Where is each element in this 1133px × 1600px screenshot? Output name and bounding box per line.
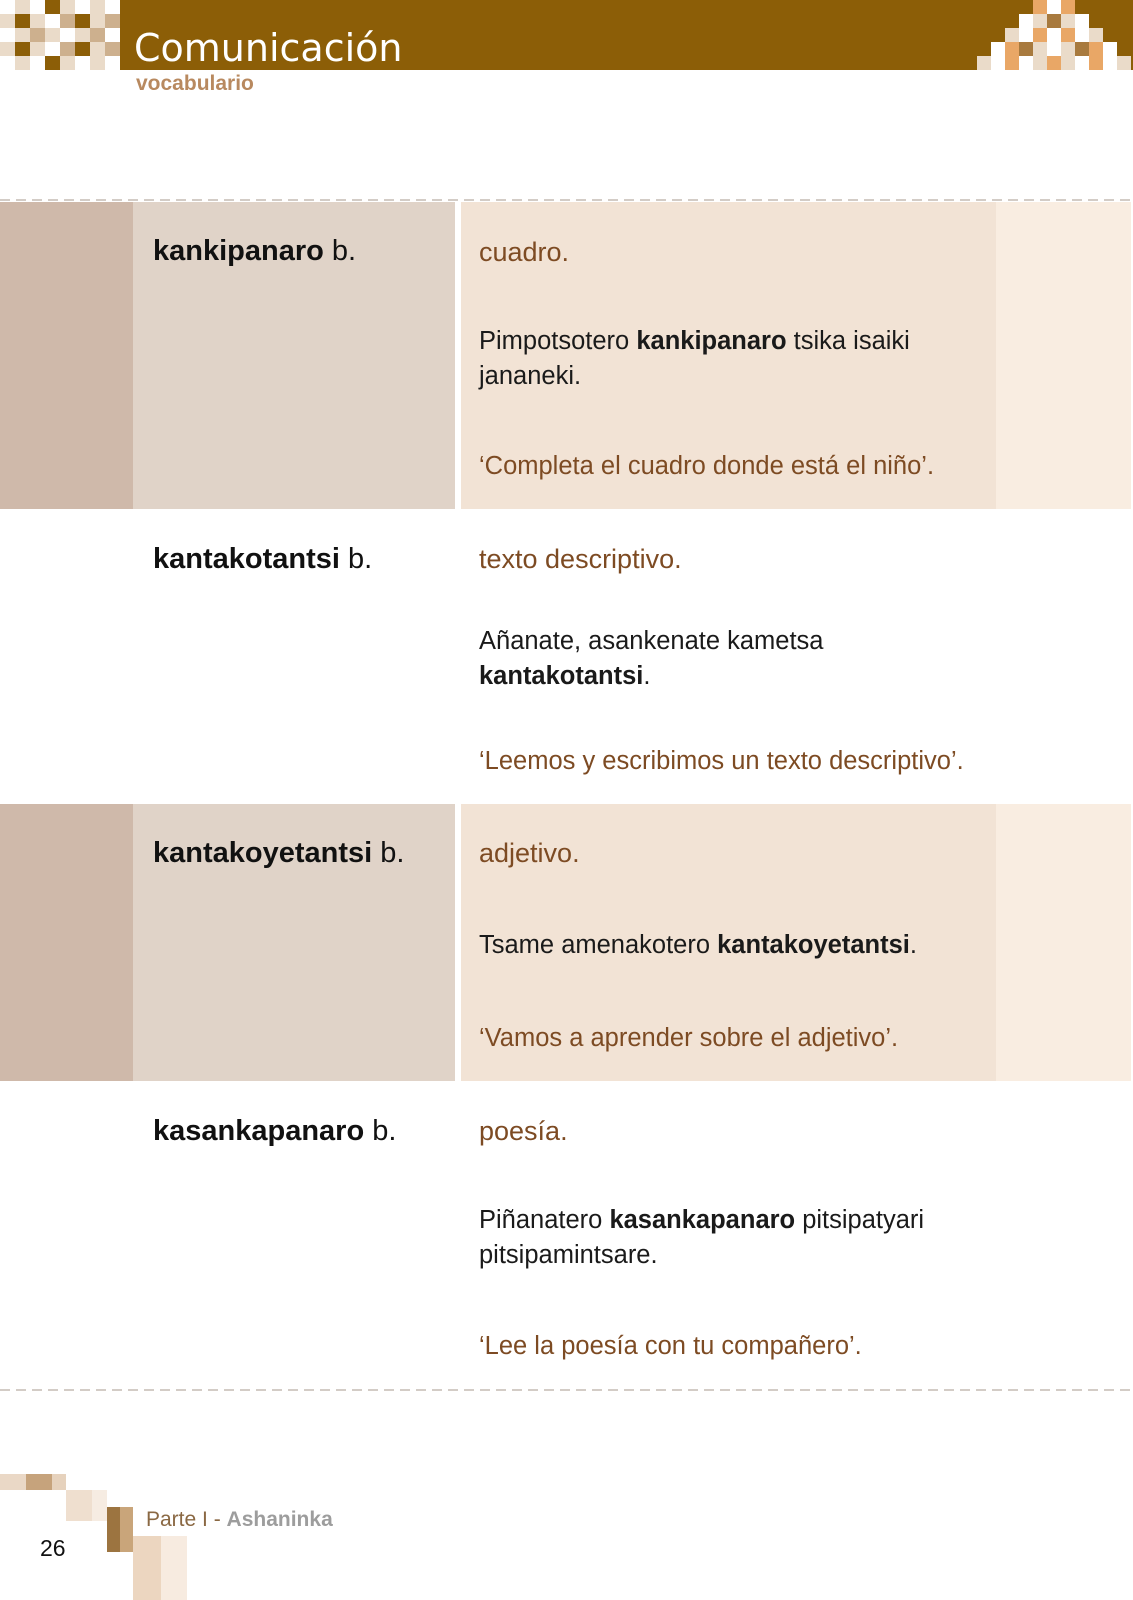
entry-translation: ‘Lee la poesía con tu compañero’. [479, 1332, 862, 1360]
entry-definition: poesía. [479, 1116, 568, 1146]
page-number: 26 [40, 1535, 66, 1561]
entry-part-of-speech: b. [348, 543, 373, 575]
entry-band-1 [0, 202, 133, 509]
example-text-after: pitsipatyari pitsipamintsare. [479, 1206, 925, 1269]
footer-tile [120, 1507, 133, 1552]
pattern-tile [1047, 0, 1061, 14]
pattern-tile [1047, 28, 1061, 42]
pattern-tile [15, 0, 30, 14]
pattern-tile [60, 0, 75, 14]
entry-definition: adjetivo. [479, 838, 580, 868]
pattern-tile [105, 42, 120, 56]
footer-tile [0, 1474, 26, 1490]
pattern-tile [1089, 42, 1103, 56]
example-headword: kasankapanaro [609, 1206, 796, 1234]
pattern-tile [75, 56, 90, 70]
pattern-tile [1019, 28, 1033, 42]
pattern-tile [15, 28, 30, 42]
pattern-tile [0, 28, 15, 42]
pattern-tile [1033, 56, 1047, 70]
pattern-tile [60, 14, 75, 28]
entry-headword: kasankapanaro [153, 1115, 365, 1147]
pattern-tile [1005, 28, 1019, 42]
pattern-tile [1117, 56, 1131, 70]
pattern-tile [30, 56, 45, 70]
entry-part-of-speech: b. [372, 1115, 397, 1147]
pattern-tile [1103, 56, 1117, 70]
pattern-tile [1061, 14, 1075, 28]
pattern-tile [1061, 56, 1075, 70]
pattern-tile [105, 28, 120, 42]
section-subtitle: vocabulario [136, 72, 254, 95]
entry-part-of-speech: b. [380, 837, 405, 869]
pattern-tile [1089, 56, 1103, 70]
entry-example [479, 624, 959, 694]
pattern-tile [90, 0, 105, 14]
header-pattern-left [0, 0, 120, 70]
footer-tile [107, 1507, 120, 1552]
pattern-tile [90, 28, 105, 42]
entry-definition: cuadro. [479, 237, 570, 267]
header-pattern-right [975, 0, 1133, 70]
pattern-tile [1075, 56, 1089, 70]
pattern-tile [1033, 0, 1047, 14]
pattern-tile [30, 0, 45, 14]
pattern-tile [60, 42, 75, 56]
pattern-tile [1075, 14, 1089, 28]
entry-headword-line [153, 542, 372, 576]
entry-translation: ‘Leemos y escribimos un texto descriptivo’. [479, 747, 964, 775]
entry-definition: texto descriptivo. [479, 544, 682, 574]
pattern-tile [991, 42, 1005, 56]
example-text-before: Piñanatero [479, 1206, 610, 1234]
pattern-tile [1047, 56, 1061, 70]
footer-tile [66, 1490, 92, 1521]
pattern-tile [45, 42, 60, 56]
divider-bottom [0, 1389, 1133, 1391]
footer-tile [161, 1536, 187, 1600]
pattern-tile [1005, 56, 1019, 70]
pattern-tile [1061, 0, 1075, 14]
entry-headword-line [153, 836, 404, 870]
example-text-after: tsika isaiki jananeki. [479, 327, 910, 390]
pattern-tile [30, 14, 45, 28]
pattern-tile [1075, 28, 1089, 42]
entry-headword-line [153, 1114, 396, 1148]
example-headword: kantakoyetantsi [717, 931, 910, 959]
pattern-tile [1019, 42, 1033, 56]
entry-part-of-speech: b. [331, 235, 357, 267]
entry-band-4 [996, 804, 1131, 1081]
example-headword: kantakotantsi [479, 662, 644, 690]
pattern-tile [0, 0, 15, 14]
pattern-tile [15, 56, 30, 70]
pattern-tile [1033, 14, 1047, 28]
pattern-tile [0, 14, 15, 28]
example-text-before: Pimpotsotero [479, 327, 637, 355]
entry-headword-line [153, 234, 356, 268]
entry-headword: kantakoyetantsi [153, 837, 373, 869]
pattern-tile [1033, 42, 1047, 56]
footer-label [146, 1507, 333, 1533]
footer-tile [26, 1474, 52, 1490]
pattern-tile [1033, 28, 1047, 42]
entry-headword: kankipanaro [153, 235, 324, 267]
vocabulary-entry [0, 804, 1133, 1081]
pattern-tile [105, 0, 120, 14]
pattern-tile [75, 28, 90, 42]
vocabulary-entry [0, 1081, 1133, 1388]
pattern-tile [90, 14, 105, 28]
example-headword: kankipanaro [636, 327, 787, 355]
pattern-tile [0, 56, 15, 70]
entry-example [479, 928, 959, 963]
entry-example [479, 1203, 959, 1273]
footer-language-label: Ashaninka [226, 1508, 333, 1531]
pattern-tile [105, 56, 120, 70]
entry-headword: kantakotantsi [153, 543, 340, 575]
example-text-after: . [643, 662, 651, 690]
entry-band-4 [996, 202, 1131, 509]
entry-band-1 [0, 804, 133, 1081]
pattern-tile [977, 56, 991, 70]
pattern-tile [1061, 42, 1075, 56]
pattern-tile [30, 42, 45, 56]
pattern-tile [1019, 14, 1033, 28]
pattern-tile [90, 42, 105, 56]
pattern-tile [0, 42, 15, 56]
pattern-tile [1047, 14, 1061, 28]
example-text-after: . [909, 931, 917, 959]
footer-part-label: Parte I - [146, 1508, 221, 1531]
entry-translation: ‘Completa el cuadro donde está el niño’. [479, 452, 935, 480]
vocabulary-entry [0, 509, 1133, 804]
footer-tile [52, 1474, 66, 1490]
pattern-tile [1005, 42, 1019, 56]
pattern-tile [1075, 42, 1089, 56]
pattern-tile [60, 56, 75, 70]
pattern-tile [45, 28, 60, 42]
divider-top [0, 199, 1133, 201]
pattern-tile [45, 14, 60, 28]
footer-tile [92, 1490, 107, 1521]
footer-pattern [0, 1470, 190, 1600]
pattern-tile [30, 28, 45, 42]
pattern-tile [105, 14, 120, 28]
example-text-before: Tsame amenakotero [479, 931, 718, 959]
pattern-tile [60, 28, 75, 42]
pattern-tile [1047, 42, 1061, 56]
example-text-before: Añanate, asankenate kametsa [479, 627, 824, 655]
pattern-tile [1089, 28, 1103, 42]
pattern-tile [1103, 42, 1117, 56]
pattern-tile [75, 0, 90, 14]
section-title: Comunicación [134, 26, 403, 70]
pattern-tile [1061, 28, 1075, 42]
footer-tile [133, 1536, 161, 1600]
pattern-tile [90, 56, 105, 70]
pattern-tile [991, 56, 1005, 70]
entry-translation: ‘Vamos a aprender sobre el adjetivo’. [479, 1024, 899, 1052]
vocabulary-entry [0, 202, 1133, 509]
pattern-tile [1019, 56, 1033, 70]
entry-example [479, 324, 959, 394]
